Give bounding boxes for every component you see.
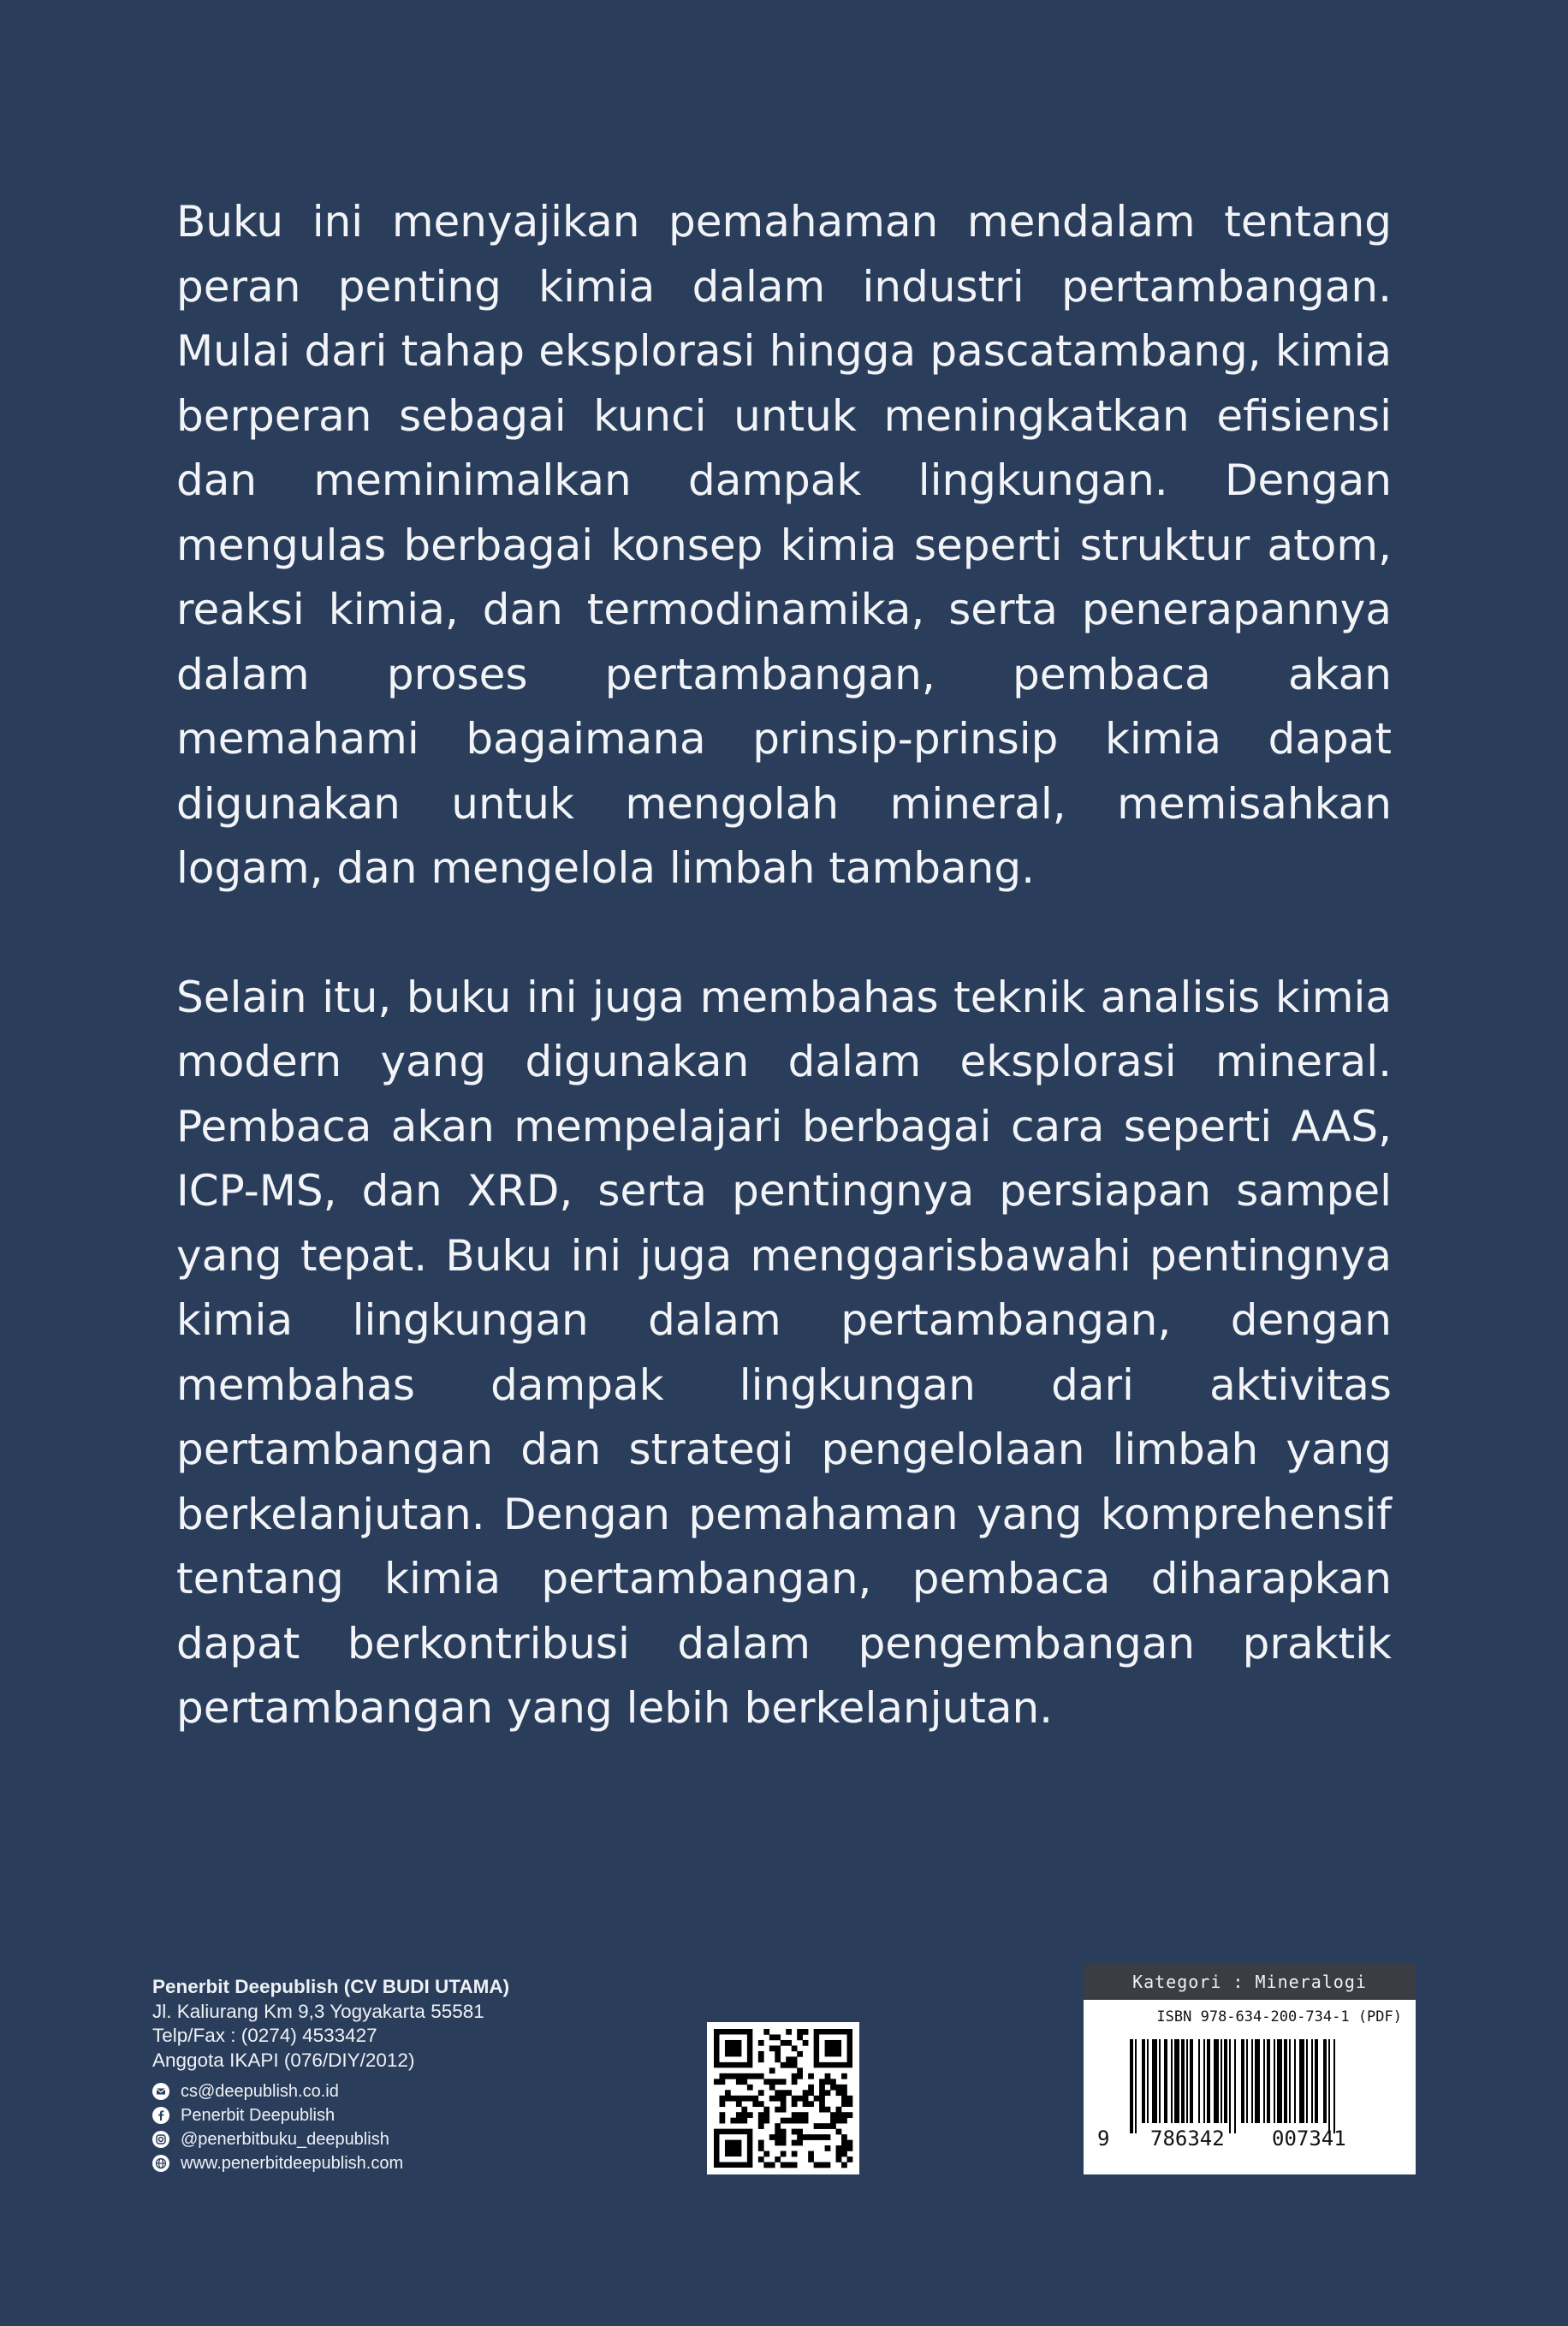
qr-module xyxy=(825,2079,831,2085)
qr-module xyxy=(769,2085,775,2091)
qr-module xyxy=(803,2040,809,2046)
qr-module xyxy=(836,2085,842,2091)
barcode-bar xyxy=(1284,2039,1287,2123)
qr-module xyxy=(758,2118,764,2124)
qr-module xyxy=(775,2056,781,2062)
qr-module xyxy=(775,2034,781,2040)
qr-module xyxy=(836,2118,842,2124)
qr-module xyxy=(819,2107,825,2113)
qr-module xyxy=(797,2073,803,2079)
barcode-bar xyxy=(1171,2039,1173,2123)
qr-module xyxy=(847,2156,853,2162)
category-label: Kategori : Mineralogi xyxy=(1084,1964,1416,2000)
qr-module xyxy=(819,2101,825,2107)
barcode-bar xyxy=(1147,2039,1149,2123)
qr-module xyxy=(819,2134,825,2140)
barcode-bar xyxy=(1142,2039,1145,2123)
qr-module xyxy=(825,2145,831,2151)
qr-module xyxy=(763,2162,769,2168)
publisher-info xyxy=(152,1975,632,2175)
qr-module xyxy=(792,2101,798,2107)
qr-module xyxy=(786,2062,792,2068)
qr-module xyxy=(763,2112,769,2118)
qr-module xyxy=(792,2162,798,2168)
qr-module xyxy=(797,2096,803,2102)
barcode-bar xyxy=(1315,2039,1318,2123)
qr-module xyxy=(741,2112,747,2118)
qr-module xyxy=(836,2112,842,2118)
barcode-bar xyxy=(1234,2039,1236,2133)
qr-module xyxy=(797,2029,803,2035)
qr-module xyxy=(741,2096,747,2102)
qr-module xyxy=(814,2134,820,2140)
qr-module xyxy=(769,2096,775,2102)
qr-module xyxy=(725,2096,731,2102)
barcode-bar xyxy=(1221,2039,1222,2123)
barcode-bar xyxy=(1289,2039,1291,2123)
instagram-icon xyxy=(152,2131,169,2148)
qr-module xyxy=(758,2112,764,2118)
qr-module xyxy=(758,2140,764,2146)
qr-module xyxy=(719,2112,725,2118)
qr-module xyxy=(719,2096,725,2102)
qr-module xyxy=(792,2073,798,2079)
barcode-bar xyxy=(1214,2039,1219,2123)
barcode-bar xyxy=(1246,2039,1248,2123)
qr-module xyxy=(775,2156,781,2162)
isbn-text: ISBN 978-634-200-734-1 (PDF) xyxy=(1156,2008,1402,2026)
qr-module xyxy=(847,2112,853,2118)
qr-module xyxy=(758,2123,764,2129)
qr-module xyxy=(792,2079,798,2085)
qr-module xyxy=(797,2140,803,2146)
barcode-bar xyxy=(1277,2039,1282,2123)
barcode-bar xyxy=(1328,2039,1330,2133)
qr-module xyxy=(841,2145,847,2151)
qr-module xyxy=(741,2118,747,2124)
qr-module xyxy=(736,2096,742,2102)
barcode-digits-left: 786342 xyxy=(1150,2127,1225,2151)
barcode-bar xyxy=(1130,2039,1133,2133)
qr-module xyxy=(819,2096,825,2102)
barcode-bar xyxy=(1224,2039,1227,2123)
qr-module xyxy=(786,2029,792,2035)
qr-module xyxy=(730,2073,736,2079)
barcode-digit-first: 9 xyxy=(1097,2127,1110,2151)
qr-module xyxy=(792,2151,798,2157)
qr-module xyxy=(814,2123,820,2129)
qr-module xyxy=(792,2045,798,2051)
qr-module xyxy=(758,2101,764,2107)
qr-module xyxy=(797,2134,803,2140)
qr-module xyxy=(719,2118,725,2124)
qr-module xyxy=(808,2134,814,2140)
qr-module xyxy=(841,2090,847,2096)
qr-module xyxy=(825,2123,831,2129)
qr-module xyxy=(797,2129,803,2135)
qr-module xyxy=(786,2118,792,2124)
barcode-bar xyxy=(1203,2039,1205,2123)
publisher-address: Jl. Kaliurang Km 9,3 Yogyakarta 55581 xyxy=(152,2000,484,2022)
qr-module xyxy=(819,2162,825,2168)
qr-module xyxy=(763,2118,769,2124)
barcode-bar xyxy=(1152,2039,1157,2123)
qr-module xyxy=(741,2079,747,2085)
qr-module xyxy=(808,2156,814,2162)
qr-module xyxy=(781,2162,787,2168)
qr-module xyxy=(747,2073,753,2079)
qr-module xyxy=(781,2090,787,2096)
qr-module xyxy=(825,2107,831,2113)
qr-module xyxy=(841,2101,847,2107)
qr-module xyxy=(730,2096,736,2102)
qr-module xyxy=(781,2129,787,2135)
contact-instagram-text: @penerbitbuku_deepublish xyxy=(181,2129,389,2149)
qr-module xyxy=(808,2101,814,2107)
barcode-bar xyxy=(1186,2039,1188,2123)
barcode-bar xyxy=(1267,2039,1270,2123)
qr-module xyxy=(825,2073,831,2079)
qr-module xyxy=(763,2029,769,2035)
qr-module xyxy=(825,2090,831,2096)
barcode-bar xyxy=(1207,2039,1210,2123)
qr-module xyxy=(775,2140,781,2146)
qr-module xyxy=(775,2079,781,2085)
qr-module xyxy=(808,2090,814,2096)
qr-module xyxy=(775,2051,781,2057)
qr-module xyxy=(797,2118,803,2124)
qr-module xyxy=(847,2096,853,2102)
blurb-paragraph-1: Buku ini menyajikan pemahaman mendalam tentang peran penting kimia dalam industri pertambangan. Mulai dari tahap eksplorasi hingga pascatambang, kimia berperan sebagai kunci untuk meningkatkan efisiensi dan meminimalkan dampak lingkungan. Dengan mengulas berbagai konsep kimia seperti struktur atom, reaksi kimia, dan termodinamika, serta penerapannya dalam proses pertambangan, pembaca akan memahami bagaimana prinsip-prinsip kimia dapat digunakan untuk mengolah mineral, memisahkan logam, dan mengelola limbah tambang. xyxy=(176,197,1392,893)
qr-module xyxy=(786,2162,792,2168)
barcode-bar xyxy=(1294,2039,1296,2123)
qr-module xyxy=(830,2079,836,2085)
qr-module xyxy=(769,2034,775,2040)
qr-module xyxy=(841,2096,847,2102)
qr-module xyxy=(841,2151,847,2157)
contact-email-text: cs@deepublish.co.id xyxy=(181,2081,339,2101)
publisher-phone: Telp/Fax : (0274) 4533427 xyxy=(152,2025,377,2046)
qr-module xyxy=(775,2107,781,2113)
barcode-bar xyxy=(1299,2039,1304,2123)
qr-module xyxy=(758,2156,764,2162)
qr-module xyxy=(781,2134,787,2140)
qr-module xyxy=(797,2067,803,2073)
qr-module xyxy=(841,2134,847,2140)
qr-module xyxy=(725,2040,741,2056)
qr-module xyxy=(719,2101,725,2107)
blurb-text xyxy=(176,190,1392,1741)
qr-module xyxy=(736,2073,742,2079)
contact-list xyxy=(152,2079,632,2175)
qr-module xyxy=(736,2101,742,2107)
qr-module xyxy=(792,2056,798,2062)
barcode-bar xyxy=(1241,2039,1244,2123)
publisher-name: Penerbit Deepublish (CV BUDI UTAMA) xyxy=(152,1976,510,1997)
qr-module xyxy=(847,2145,853,2151)
qr-module xyxy=(775,2096,781,2102)
qr-module xyxy=(736,2118,742,2124)
contact-email xyxy=(152,2079,632,2103)
qr-module xyxy=(803,2029,809,2035)
qr-module xyxy=(781,2140,787,2146)
qr-module xyxy=(725,2140,741,2156)
qr-module xyxy=(769,2162,775,2168)
qr-code xyxy=(707,2022,859,2174)
barcode-bar xyxy=(1181,2039,1185,2123)
qr-module xyxy=(781,2096,787,2102)
qr-module xyxy=(775,2129,781,2135)
barcode-bar xyxy=(1323,2039,1327,2123)
qr-module xyxy=(825,2162,831,2168)
qr-module xyxy=(786,2090,792,2096)
qr-module xyxy=(797,2051,803,2057)
qr-module xyxy=(786,2056,792,2062)
barcode-bar xyxy=(1251,2039,1253,2123)
qr-module xyxy=(747,2085,753,2091)
qr-module xyxy=(803,2101,809,2107)
qr-module xyxy=(769,2045,775,2051)
barcode-bar xyxy=(1174,2039,1179,2123)
qr-module xyxy=(763,2079,769,2085)
qr-module xyxy=(792,2129,798,2135)
barcode-bar xyxy=(1159,2039,1161,2123)
qr-module xyxy=(725,2073,731,2079)
qr-module xyxy=(797,2034,803,2040)
qr-module xyxy=(719,2079,725,2085)
contact-instagram xyxy=(152,2127,632,2151)
qr-module xyxy=(763,2107,769,2113)
qr-module xyxy=(803,2090,809,2096)
barcode-bar xyxy=(1311,2039,1313,2123)
contact-website xyxy=(152,2151,632,2175)
qr-module xyxy=(786,2040,792,2046)
qr-module xyxy=(803,2118,809,2124)
qr-module xyxy=(752,2101,758,2107)
barcode-bar xyxy=(1135,2039,1137,2133)
qr-module xyxy=(763,2151,769,2157)
barcode-bar xyxy=(1229,2039,1231,2133)
qr-module xyxy=(792,2096,798,2102)
barcode-bars xyxy=(1130,2039,1395,2133)
qr-module xyxy=(792,2112,798,2118)
qr-module xyxy=(758,2051,764,2057)
qr-module xyxy=(847,2140,853,2146)
qr-module xyxy=(719,2073,725,2079)
qr-module xyxy=(836,2156,842,2162)
qr-module xyxy=(819,2079,825,2085)
qr-module xyxy=(830,2085,836,2091)
contact-facebook xyxy=(152,2103,632,2127)
qr-module xyxy=(775,2045,781,2051)
qr-module xyxy=(836,2107,842,2113)
qr-module xyxy=(775,2123,781,2129)
qr-module xyxy=(781,2101,787,2107)
barcode-bar xyxy=(1274,2039,1275,2123)
qr-module xyxy=(769,2134,775,2140)
qr-module xyxy=(736,2112,742,2118)
qr-module xyxy=(803,2112,809,2118)
qr-module xyxy=(758,2056,764,2062)
qr-module xyxy=(830,2118,836,2124)
qr-module xyxy=(841,2073,847,2079)
barcode-bar xyxy=(1306,2039,1308,2123)
barcode-bar xyxy=(1263,2039,1265,2123)
qr-module xyxy=(825,2134,831,2140)
qr-module xyxy=(781,2079,787,2085)
qr-module xyxy=(808,2151,814,2157)
qr-module xyxy=(775,2134,781,2140)
qr-module xyxy=(814,2096,820,2102)
barcode-digits-right: 007341 xyxy=(1272,2127,1346,2151)
publisher-membership: Anggota IKAPI (076/DIY/2012) xyxy=(152,2049,415,2071)
qr-module xyxy=(781,2107,787,2113)
contact-website-text: www.penerbitdeepublish.com xyxy=(181,2153,404,2173)
barcode-area xyxy=(1084,2000,1416,2174)
qr-module xyxy=(841,2140,847,2146)
qr-module xyxy=(836,2090,842,2096)
qr-module xyxy=(808,2085,814,2091)
qr-module xyxy=(847,2101,853,2107)
qr-module xyxy=(769,2067,775,2073)
qr-module xyxy=(781,2118,787,2124)
qr-module xyxy=(775,2090,781,2096)
qr-module xyxy=(792,2140,798,2146)
qr-module xyxy=(741,2107,747,2113)
qr-module xyxy=(758,2040,764,2046)
email-icon xyxy=(152,2083,169,2100)
qr-module xyxy=(830,2123,836,2129)
qr-module xyxy=(836,2129,842,2135)
qr-module xyxy=(819,2123,825,2129)
qr-module xyxy=(803,2096,809,2102)
qr-module xyxy=(758,2090,764,2096)
qr-module xyxy=(747,2096,753,2102)
qr-module xyxy=(830,2112,836,2118)
qr-module xyxy=(819,2090,825,2096)
qr-module xyxy=(836,2151,842,2157)
qr-module xyxy=(781,2151,787,2157)
globe-icon xyxy=(152,2155,169,2172)
qr-module xyxy=(792,2118,798,2124)
qr-module xyxy=(758,2073,764,2079)
qr-module xyxy=(825,2040,841,2056)
barcode-bar xyxy=(1190,2039,1193,2123)
qr-module xyxy=(736,2079,742,2085)
qr-module xyxy=(814,2162,820,2168)
contact-facebook-text: Penerbit Deepublish xyxy=(181,2105,336,2125)
qr-module xyxy=(781,2040,787,2046)
qr-module xyxy=(769,2079,775,2085)
barcode-bar xyxy=(1198,2039,1200,2123)
qr-module xyxy=(752,2073,758,2079)
qr-module xyxy=(836,2145,842,2151)
qr-module xyxy=(714,2079,720,2085)
qr-module xyxy=(741,2073,747,2079)
barcode-panel xyxy=(1084,1964,1416,2174)
barcode-bar xyxy=(1333,2039,1335,2133)
qr-module xyxy=(747,2112,753,2118)
blurb-paragraph-2: Selain itu, buku ini juga membahas teknik analisis kimia modern yang digunakan dalam eksplorasi mineral. Pembaca akan mempelajari berbagai cara seperti AAS, ICP-MS, dan XRD, serta pentingnya persiapan sampel yang tepat. Buku ini juga menggarisbawahi pentingnya kimia lingkungan dalam pertambangan, dengan membahas dampak lingkungan dari aktivitas pertambangan dan strategi pengelolaan limbah yang berkelanjutan. Dengan pemahaman yang komprehensif tentang kimia pertambangan, pembaca diharapkan dapat berkontribusi dalam pengembangan praktik pertambangan yang lebih berkelanjutan. xyxy=(176,972,1392,1733)
qr-module xyxy=(781,2062,787,2068)
qr-module xyxy=(841,2162,847,2168)
qr-module xyxy=(841,2118,847,2124)
qr-module xyxy=(730,2118,736,2124)
qr-module xyxy=(819,2085,825,2091)
qr-module xyxy=(841,2085,847,2091)
barcode-bar xyxy=(1255,2039,1260,2123)
qr-module xyxy=(797,2112,803,2118)
qr-module xyxy=(841,2112,847,2118)
qr-module xyxy=(803,2134,809,2140)
facebook-icon xyxy=(152,2107,169,2124)
qr-module xyxy=(792,2062,798,2068)
qr-module xyxy=(758,2145,764,2151)
qr-module xyxy=(752,2096,758,2102)
barcode-bar xyxy=(1164,2039,1167,2123)
qr-module xyxy=(725,2090,731,2096)
qr-module xyxy=(808,2073,814,2079)
